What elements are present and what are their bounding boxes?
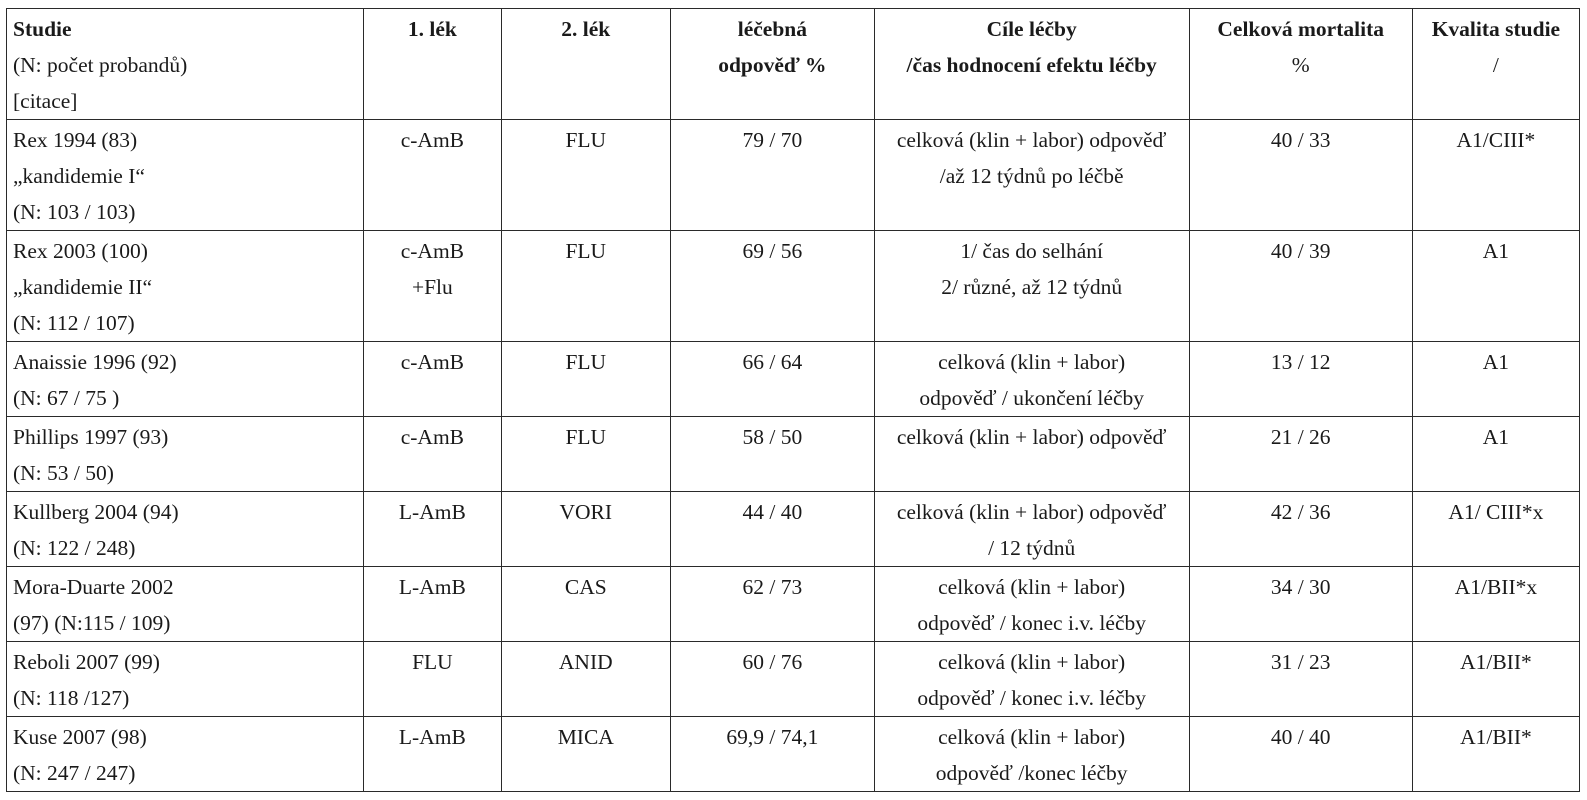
cell-studie-line: (N: 118 /127)	[13, 686, 130, 710]
table-row	[7, 342, 1580, 417]
table-row	[7, 642, 1580, 717]
cell-mortalita-line: 42 / 36	[1270, 500, 1331, 524]
cell-lek1-line: L-AmB	[398, 725, 466, 749]
cell-lek2-line: FLU	[565, 128, 607, 152]
cell-cile-line: odpověď / konec i.v. léčby	[917, 686, 1146, 710]
table-header	[7, 9, 1580, 120]
cell-kvalita-line: A1	[1482, 425, 1510, 449]
cell-studie-line: (97) (N:115 / 109)	[13, 611, 171, 635]
cell-kvalita-line: A1/BII*x	[1454, 575, 1538, 599]
cell-studie	[7, 231, 364, 342]
table-body	[7, 120, 1580, 792]
cell-lek1-line: L-AmB	[398, 500, 466, 524]
header-kvalita-line2: /	[1492, 53, 1499, 77]
header-lek2-label: 2. lék	[561, 17, 611, 41]
cell-kvalita	[1412, 417, 1579, 492]
table-row	[7, 717, 1580, 792]
cell-kvalita	[1412, 342, 1579, 417]
cell-studie-line: (N: 103 / 103)	[13, 200, 136, 224]
cell-lek2-line: FLU	[565, 350, 607, 374]
cell-lek2-line: VORI	[559, 500, 613, 524]
cell-studie	[7, 717, 364, 792]
cell-odpoved	[670, 342, 874, 417]
cell-lek1	[364, 642, 501, 717]
cell-cile-line: celková (klin + labor)	[938, 350, 1126, 374]
table-row	[7, 417, 1580, 492]
cell-studie-line: Mora-Duarte 2002	[13, 575, 174, 599]
cell-studie	[7, 567, 364, 642]
cell-cile	[874, 492, 1189, 567]
header-lek1-label: 1. lék	[407, 17, 457, 41]
table-row	[7, 567, 1580, 642]
header-studie-citation: [citace]	[13, 89, 78, 113]
header-odpoved-line1: léčebná	[737, 17, 807, 41]
cell-cile	[874, 717, 1189, 792]
header-odpoved-line2: odpověď %	[718, 53, 827, 77]
cell-studie-line: (N: 112 / 107)	[13, 311, 135, 335]
cell-lek2-line: FLU	[565, 239, 607, 263]
cell-odpoved-line: 69 / 56	[742, 239, 803, 263]
cell-lek2	[501, 642, 670, 717]
cell-studie-line: Kullberg 2004 (94)	[13, 500, 179, 524]
header-studie-title: Studie	[13, 17, 72, 41]
header-row	[7, 9, 1580, 120]
cell-lek2	[501, 231, 670, 342]
cell-studie-line: Rex 1994 (83)	[13, 128, 138, 152]
cell-studie-line: (N: 247 / 247)	[13, 761, 136, 785]
header-cell-odpoved	[670, 9, 874, 120]
cell-lek1	[364, 120, 501, 231]
cell-mortalita-line: 40 / 39	[1270, 239, 1331, 263]
cell-studie-line: „kandidemie I“	[13, 164, 145, 188]
header-mortalita-line1: Celková mortalita	[1217, 17, 1384, 41]
cell-cile-line: celková (klin + labor) odpověď	[896, 500, 1167, 524]
cell-cile-line: odpověď / konec i.v. léčby	[917, 611, 1146, 635]
cell-lek1	[364, 717, 501, 792]
header-kvalita-line1: Kvalita studie	[1431, 17, 1561, 41]
cell-studie-line: Reboli 2007 (99)	[13, 650, 160, 674]
cell-kvalita	[1412, 567, 1579, 642]
cell-lek1	[364, 417, 501, 492]
cell-lek1	[364, 342, 501, 417]
cell-lek1	[364, 567, 501, 642]
cell-cile-line: / 12 týdnů	[988, 536, 1076, 560]
cell-lek1-line: L-AmB	[398, 575, 466, 599]
cell-mortalita-line: 40 / 33	[1270, 128, 1331, 152]
cell-mortalita	[1189, 231, 1412, 342]
cell-cile	[874, 231, 1189, 342]
cell-mortalita-line: 34 / 30	[1270, 575, 1331, 599]
cell-odpoved-line: 44 / 40	[742, 500, 803, 524]
cell-cile	[874, 567, 1189, 642]
cell-lek1-line: c-AmB	[400, 425, 465, 449]
table-row	[7, 120, 1580, 231]
cell-studie	[7, 417, 364, 492]
cell-kvalita	[1412, 231, 1579, 342]
cell-odpoved-line: 69,9 / 74,1	[726, 725, 819, 749]
cell-cile	[874, 417, 1189, 492]
studies-table	[6, 8, 1580, 792]
cell-cile-line: odpověď /konec léčby	[935, 761, 1128, 785]
header-cell-lek1	[364, 9, 501, 120]
header-cell-kvalita	[1412, 9, 1579, 120]
cell-mortalita	[1189, 120, 1412, 231]
cell-lek2-line: FLU	[565, 425, 607, 449]
cell-cile-line: celková (klin + labor)	[938, 650, 1126, 674]
cell-kvalita-line: A1	[1482, 239, 1510, 263]
cell-kvalita	[1412, 642, 1579, 717]
cell-lek1-line: c-AmB	[400, 350, 465, 374]
cell-kvalita-line: A1	[1482, 350, 1510, 374]
cell-lek1-line: FLU	[412, 650, 453, 674]
cell-cile	[874, 642, 1189, 717]
cell-mortalita	[1189, 642, 1412, 717]
cell-cile-line: celková (klin + labor)	[938, 575, 1126, 599]
cell-cile-line: 1/ čas do selhání	[960, 239, 1104, 263]
cell-lek2	[501, 492, 670, 567]
cell-mortalita	[1189, 717, 1412, 792]
cell-kvalita-line: A1/CIII*	[1456, 128, 1536, 152]
cell-kvalita-line: A1/BII*	[1460, 650, 1532, 674]
cell-mortalita-line: 21 / 26	[1270, 425, 1331, 449]
header-cile-line2: /čas hodnocení efektu léčby	[906, 53, 1157, 77]
cell-odpoved-line: 60 / 76	[742, 650, 803, 674]
cell-lek2	[501, 717, 670, 792]
header-cell-studie	[7, 9, 364, 120]
cell-mortalita-line: 40 / 40	[1270, 725, 1331, 749]
cell-lek2-line: MICA	[557, 725, 614, 749]
header-studie-subtitle: (N: počet probandů)	[13, 53, 188, 77]
cell-odpoved	[670, 642, 874, 717]
cell-odpoved-line: 62 / 73	[742, 575, 803, 599]
cell-mortalita-line: 31 / 23	[1270, 650, 1331, 674]
header-cell-cile	[874, 9, 1189, 120]
cell-studie	[7, 342, 364, 417]
cell-lek2	[501, 120, 670, 231]
cell-studie-line: (N: 53 / 50)	[13, 461, 114, 485]
cell-odpoved	[670, 567, 874, 642]
cell-lek1-line: +Flu	[411, 275, 453, 299]
cell-kvalita-line: A1/ CIII*x	[1448, 500, 1544, 524]
cell-odpoved-line: 66 / 64	[742, 350, 803, 374]
cell-mortalita	[1189, 417, 1412, 492]
cell-cile-line: celková (klin + labor)	[938, 725, 1126, 749]
header-mortalita-line2: %	[1291, 53, 1310, 77]
cell-kvalita	[1412, 492, 1579, 567]
cell-lek1-line: c-AmB	[400, 128, 465, 152]
cell-studie-line: Phillips 1997 (93)	[13, 425, 169, 449]
cell-kvalita	[1412, 120, 1579, 231]
cell-odpoved	[670, 231, 874, 342]
cell-odpoved-line: 79 / 70	[742, 128, 803, 152]
header-cell-mortalita	[1189, 9, 1412, 120]
cell-lek2-line: CAS	[564, 575, 607, 599]
cell-mortalita	[1189, 342, 1412, 417]
cell-kvalita-line: A1/BII*	[1460, 725, 1532, 749]
cell-studie-line: (N: 122 / 248)	[13, 536, 136, 560]
cell-odpoved	[670, 417, 874, 492]
cell-cile-line: celková (klin + labor) odpověď	[896, 425, 1167, 449]
table-row	[7, 492, 1580, 567]
cell-mortalita	[1189, 567, 1412, 642]
cell-odpoved	[670, 492, 874, 567]
header-cile-line1: Cíle léčby	[986, 17, 1077, 41]
cell-kvalita	[1412, 717, 1579, 792]
cell-studie-line: (N: 67 / 75 )	[13, 386, 120, 410]
cell-cile-line: 2/ různé, až 12 týdnů	[941, 275, 1123, 299]
cell-lek2	[501, 342, 670, 417]
cell-odpoved	[670, 120, 874, 231]
cell-studie-line: Rex 2003 (100)	[13, 239, 148, 263]
cell-studie-line: Anaissie 1996 (92)	[13, 350, 177, 374]
cell-cile-line: odpověď / ukončení léčby	[919, 386, 1144, 410]
cell-lek1-line: c-AmB	[400, 239, 465, 263]
cell-odpoved	[670, 717, 874, 792]
cell-mortalita	[1189, 492, 1412, 567]
cell-studie	[7, 642, 364, 717]
cell-odpoved-line: 58 / 50	[742, 425, 803, 449]
cell-cile	[874, 120, 1189, 231]
cell-lek2	[501, 567, 670, 642]
table-row	[7, 231, 1580, 342]
cell-lek1	[364, 492, 501, 567]
cell-cile-line: celková (klin + labor) odpověď	[896, 128, 1167, 152]
cell-studie	[7, 120, 364, 231]
cell-lek2-line: ANID	[558, 650, 613, 674]
cell-lek2	[501, 417, 670, 492]
cell-cile-line: /až 12 týdnů po léčbě	[939, 164, 1124, 188]
cell-cile	[874, 342, 1189, 417]
cell-mortalita-line: 13 / 12	[1270, 350, 1331, 374]
header-cell-lek2	[501, 9, 670, 120]
cell-studie-line: Kuse 2007 (98)	[13, 725, 147, 749]
cell-studie	[7, 492, 364, 567]
cell-lek1	[364, 231, 501, 342]
cell-studie-line: „kandidemie II“	[13, 275, 153, 299]
